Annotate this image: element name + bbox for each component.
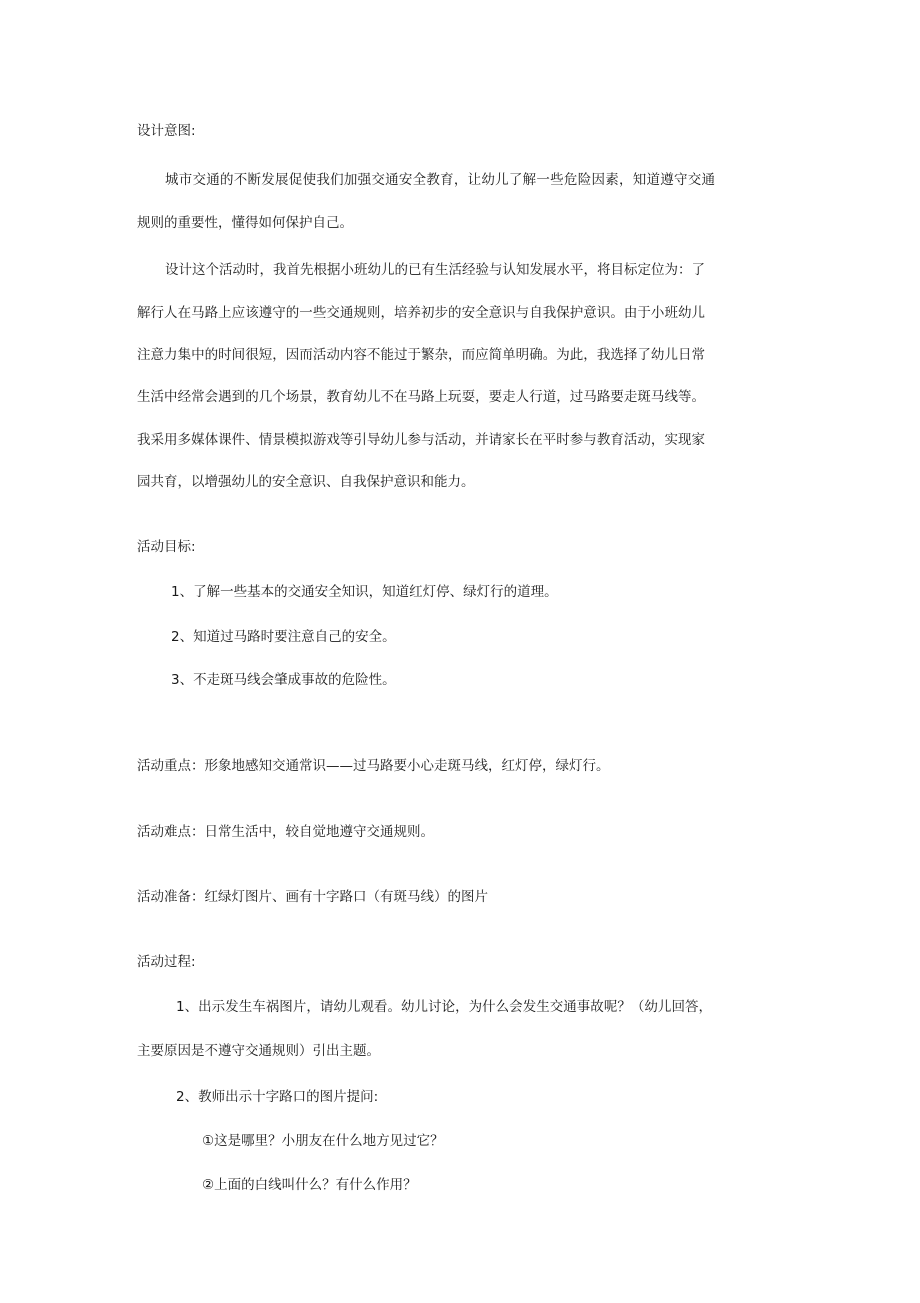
design-paragraph-2-line-5: 我采用多媒体课件、情景模拟游戏等引导幼儿参与活动，并请家长在平时参与教育活动，实现家: [137, 432, 705, 448]
design-intent-heading: 设计意图:: [137, 123, 196, 139]
design-paragraph-2-line-4: 生活中经常会遇到的几个场景，教育幼儿不在马路上玩耍，要走人行道，过马路要走斑马线等。: [137, 389, 705, 405]
goal-item-3: 3、不走斑马线会肇成事故的危险性。: [171, 672, 396, 688]
goal-item-1: 1、了解一些基本的交通安全知识，知道红灯停、绿灯行的道理。: [171, 584, 558, 600]
design-paragraph-1-line-2: 规则的重要性，懂得如何保护自己。: [137, 215, 353, 231]
activity-difficulty: 活动难点：日常生活中，较自觉地遵守交通规则。: [137, 824, 434, 840]
activity-goals-heading: 活动目标:: [137, 539, 196, 555]
process-step-2: 2、教师出示十字路口的图片提问:: [176, 1089, 379, 1105]
goal-item-2: 2、知道过马路时要注意自己的安全。: [171, 629, 396, 645]
design-paragraph-2-line-1: 设计这个活动时，我首先根据小班幼儿的已有生活经验与认知发展水平，将目标定位为：了: [165, 262, 705, 278]
question-1: ①这是哪里？小朋友在什么地方见过它？: [202, 1133, 444, 1149]
design-paragraph-1-line-1: 城市交通的不断发展促使我们加强交通安全教育，让幼儿了解一些危险因素，知道遵守交通: [165, 172, 715, 188]
design-paragraph-2-line-2: 解行人在马路上应该遵守的一些交通规则，培养初步的安全意识与自我保护意识。由于小班幼儿: [137, 305, 705, 321]
activity-key-point: 活动重点：形象地感知交通常识——过马路要小心走斑马线，红灯停，绿灯行。: [137, 758, 610, 774]
process-step-1-line-2: 主要原因是不遵守交通规则）引出主题。: [137, 1043, 380, 1059]
process-step-1-line-1: 1、出示发生车祸图片，请幼儿观看。幼儿讨论，为什么会发生交通事故呢？（幼儿回答，: [176, 999, 712, 1015]
activity-preparation: 活动准备：红绿灯图片、画有十字路口（有斑马线）的图片: [137, 889, 488, 905]
activity-process-heading: 活动过程:: [137, 954, 196, 970]
design-paragraph-2-line-3: 注意力集中的时间很短，因而活动内容不能过于繁杂，而应简单明确。为此，我选择了幼儿日常: [137, 347, 705, 363]
design-paragraph-2-line-6: 园共育，以增强幼儿的安全意识、自我保护意识和能力。: [137, 474, 475, 490]
question-2: ②上面的白线叫什么？有什么作用？: [202, 1177, 417, 1193]
